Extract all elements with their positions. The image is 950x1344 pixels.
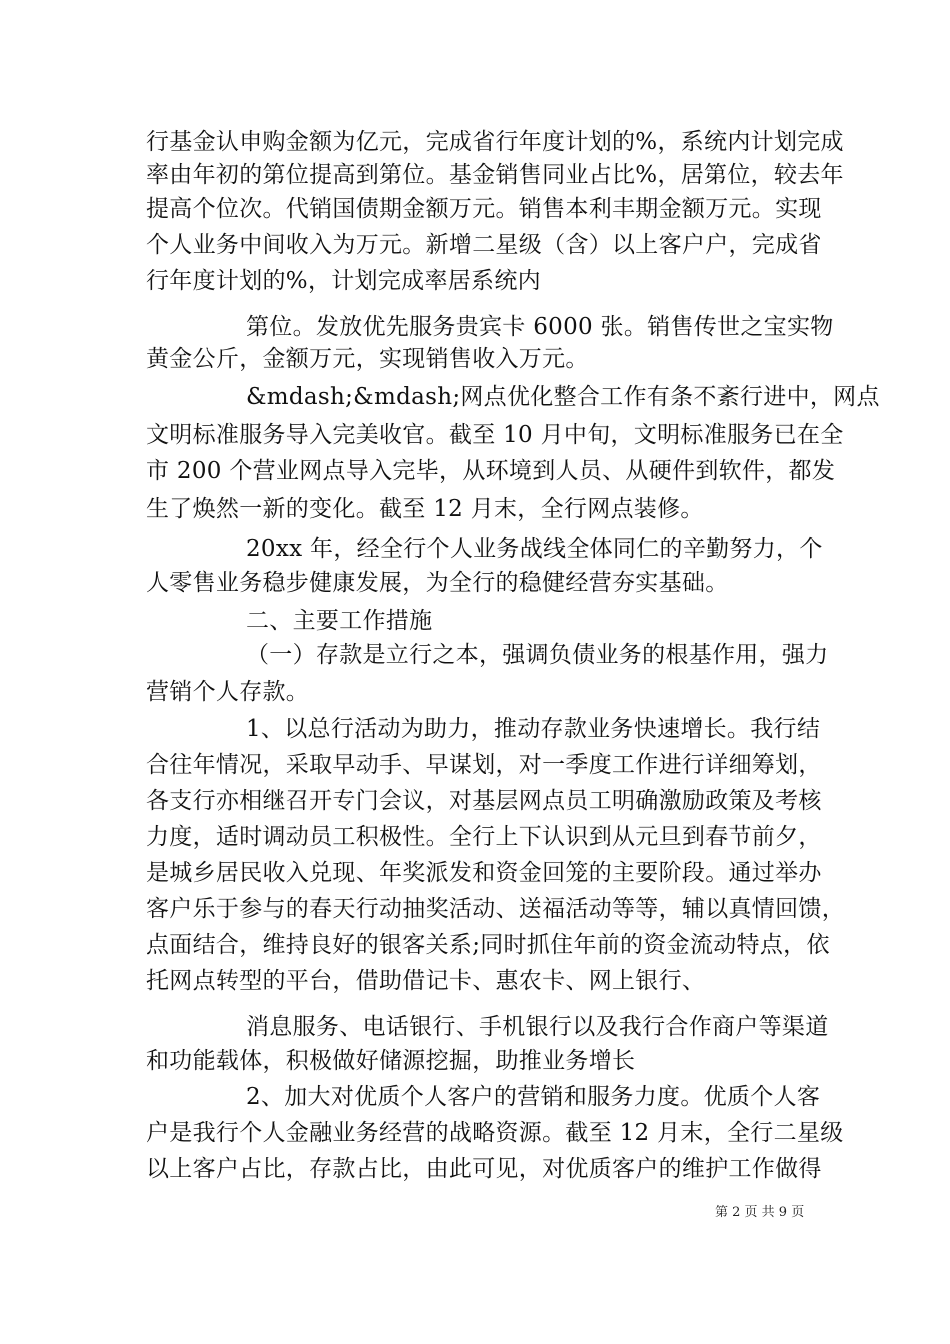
text-line: 户是我行个人金融业务经营的战略资源。截至 12 月末，全行二星级 [146,1120,844,1146]
text-line: 客户乐于参与的春天行动抽奖活动、送福活动等等，辅以真情回馈， [146,896,845,922]
text-line: 营销个人存款。 [146,679,310,705]
text-line: 市 200 个营业网点导入完毕，从环境到人员、从硬件到软件，都发 [146,458,836,484]
text-line: 个人业务中间收入为万元。新增二星级（含）以上客户户，完成省 [146,232,822,258]
text-line: 20xx 年，经全行个人业务战线全体同仁的辛勤努力，个 [246,536,823,562]
text-line: 生了焕然一新的变化。截至 12 月末，全行网点装修。 [146,496,704,522]
text-line: 1、以总行活动为助力，推动存款业务快速增长。我行结 [246,716,821,742]
text-line: 是城乡居民收入兑现、年奖派发和资金回笼的主要阶段。通过举办 [146,860,822,886]
text-line: 提高个位次。代销国债期金额万元。销售本利丰期金额万元。实现 [146,196,822,222]
text-line: 黄金公斤，金额万元，实现销售收入万元。 [146,346,589,372]
text-line: 行年度计划的%，计划完成率居系统内 [146,268,541,294]
text-line: 点面结合，维持良好的银客关系;同时抓住年前的资金流动特点，依 [146,932,830,958]
text-line: 以上客户占比，存款占比，由此可见，对优质客户的维护工作做得 [146,1156,822,1182]
text-line: 文明标准服务导入完美收官。截至 10 月中旬，文明标准服务已在全 [146,422,844,448]
text-line: &mdash;&mdash;网点优化整合工作有条不紊行进中，网点 [246,384,880,410]
text-line: 各支行亦相继召开专门会议，对基层网点员工明确激励政策及考核 [146,788,822,814]
text-line: 人零售业务稳步健康发展，为全行的稳健经营夯实基础。 [146,570,729,596]
section-heading: 二、主要工作措施 [246,608,433,634]
text-line: 消息服务、电话银行、手机银行以及我行合作商户等渠道 [246,1014,829,1040]
subsection-heading: （一）存款是立行之本，强调负债业务的根基作用，强力 [246,642,829,668]
text-line: 2、加大对优质个人客户的营销和服务力度。优质个人客 [246,1084,821,1110]
text-line: 和功能载体，积极做好储源挖掘，助推业务增长 [146,1048,636,1074]
text-line: 率由年初的第位提高到第位。基金销售同业占比%，居第位，较去年 [146,162,844,188]
text-line: 合往年情况，采取早动手、早谋划，对一季度工作进行详细筹划， [146,752,822,778]
text-line: 力度，适时调动员工积极性。全行上下认识到从元旦到春节前夕， [146,824,822,850]
text-line: 行基金认申购金额为亿元，完成省行年度计划的%，系统内计划完成 [146,129,844,155]
page-number: 第 2 页 共 9 页 [715,1205,805,1220]
text-line: 托网点转型的平台，借助借记卡、惠农卡、网上银行、 [146,968,706,994]
text-line: 第位。发放优先服务贵宾卡 6000 张。销售传世之宝实物 [246,314,834,340]
